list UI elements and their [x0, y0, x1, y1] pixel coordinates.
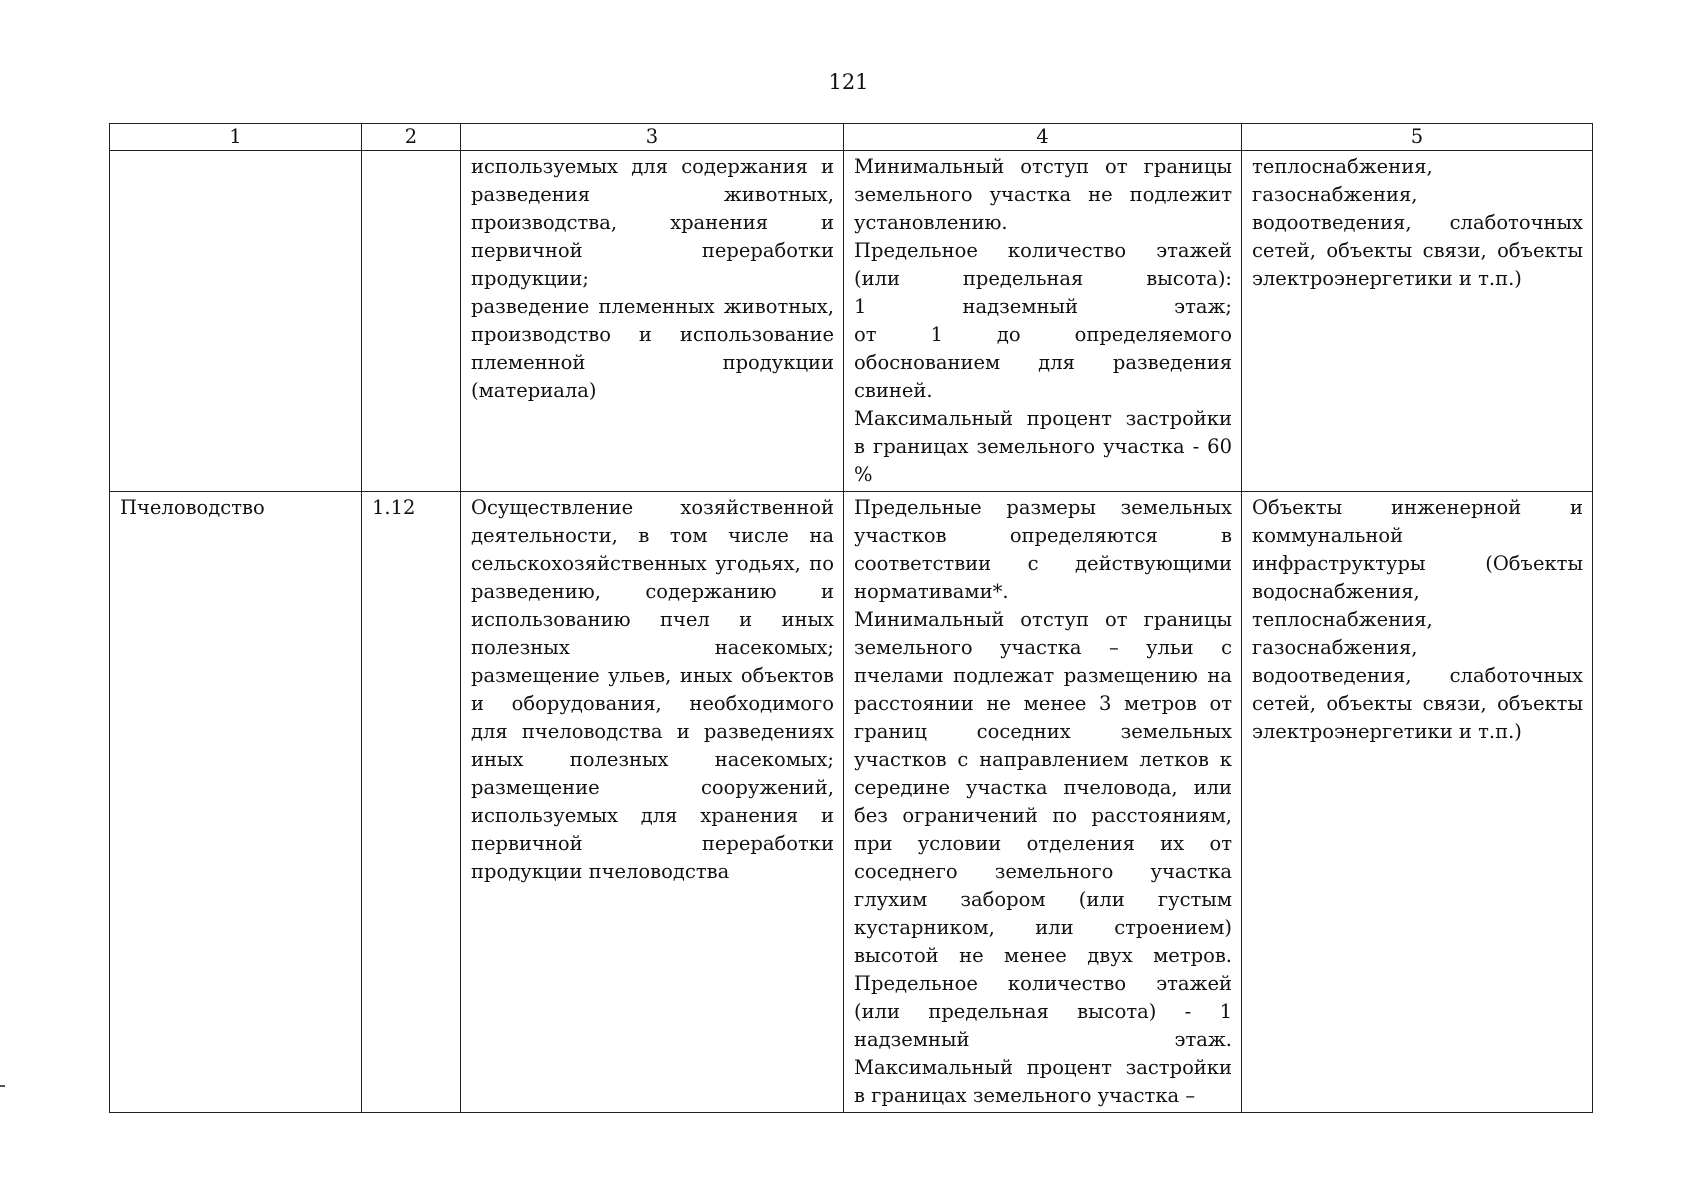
- parameters-cell: [844, 492, 1242, 1113]
- text-line: Осуществление хозяйственной: [471, 496, 834, 519]
- text-line: глухим забором (или густым: [854, 888, 1232, 911]
- text-line: Объекты инженерной и: [1252, 496, 1583, 519]
- use-description-cell: [461, 492, 844, 1113]
- text-line: установлению.: [854, 211, 1008, 234]
- text-line: размещение сооружений,: [471, 776, 834, 799]
- text-line: участков определяются в: [854, 524, 1232, 547]
- text-line: деятельности, в том числе на: [471, 524, 834, 547]
- text-line: без ограничений по расстояниям,: [854, 804, 1232, 827]
- text-line: высотой не менее двух метров.: [854, 944, 1232, 967]
- text-line: разведение племенных животных,: [471, 295, 834, 318]
- text-line: (материала): [471, 379, 597, 402]
- text-line: водоотведения, слаботочных: [1252, 664, 1583, 687]
- text-line: сетей, объекты связи, объекты: [1252, 239, 1583, 262]
- text-line: продукции пчеловодства: [471, 860, 730, 883]
- text-line: %: [854, 463, 873, 486]
- infrastructure-cell: [1242, 151, 1593, 492]
- text-line: производства, хранения и: [471, 211, 834, 234]
- text-line: газоснабжения,: [1252, 183, 1418, 206]
- text-line: теплоснабжения,: [1252, 155, 1433, 178]
- table-row: [110, 492, 1593, 1113]
- text-line: сельскохозяйственных угодьях, по: [471, 552, 834, 575]
- text-line: водоснабжения,: [1252, 580, 1420, 603]
- page-number: 121: [828, 70, 869, 94]
- text-line: участков с направлением летков к: [854, 748, 1232, 771]
- text-line: в границах земельного участка - 60: [854, 435, 1232, 458]
- text-line: в границах земельного участка –: [854, 1084, 1196, 1107]
- table-row: [110, 151, 1593, 492]
- use-name-cell: Пчеловодство: [110, 492, 362, 1113]
- use-code-cell: [362, 151, 461, 492]
- text-line: использованию пчел и иных: [471, 608, 834, 631]
- text-line: при условии отделения их от: [854, 832, 1232, 855]
- text-line: электроэнергетики и т.п.): [1252, 720, 1522, 743]
- use-description-cell: [461, 151, 844, 492]
- text-line: первичной переработки: [471, 239, 834, 262]
- text-line: размещение ульев, иных объектов: [471, 664, 834, 687]
- header-col-2: 2: [362, 124, 461, 151]
- text-line: инфраструктуры (Объекты: [1252, 552, 1583, 575]
- text-line: свиней.: [854, 379, 933, 402]
- text-line: полезных насекомых;: [471, 636, 834, 659]
- zoning-table: [109, 123, 1593, 1113]
- text-line: 1 надземный этаж;: [854, 295, 1232, 318]
- text-line: Предельные размеры земельных: [854, 496, 1232, 519]
- text-line: земельного участка не подлежит: [854, 183, 1232, 206]
- text-line: кустарником, или строением): [854, 916, 1232, 939]
- text-line: сетей, объекты связи, объекты: [1252, 692, 1583, 715]
- text-line: (или предельная высота):: [854, 267, 1232, 290]
- text-line: Максимальный процент застройки: [854, 407, 1232, 430]
- text-line: земельного участка – ульи с: [854, 636, 1232, 659]
- header-col-3: 3: [461, 124, 844, 151]
- text-line: иных полезных насекомых;: [471, 748, 834, 771]
- text-line: границ соседних земельных: [854, 720, 1232, 743]
- header-row: [110, 124, 1593, 151]
- text-line: для пчеловодства и разведениях: [471, 720, 834, 743]
- text-line: Максимальный процент застройки: [854, 1056, 1232, 1079]
- text-line: продукции;: [471, 267, 589, 290]
- text-line: коммунальной: [1252, 524, 1404, 547]
- parameters-cell: [844, 151, 1242, 492]
- text-line: Предельное количество этажей: [854, 239, 1232, 262]
- text-line: используемых для содержания и: [471, 155, 834, 178]
- header-col-5: 5: [1242, 124, 1593, 151]
- text-line: газоснабжения,: [1252, 636, 1418, 659]
- text-line: соответствии с действующими: [854, 552, 1232, 575]
- text-line: используемых для хранения и: [471, 804, 834, 827]
- text-line: водоотведения, слаботочных: [1252, 211, 1583, 234]
- scan-edge-mark: [0, 1085, 5, 1087]
- text-line: расстоянии не менее 3 метров от: [854, 692, 1232, 715]
- text-line: соседнего земельного участка: [854, 860, 1232, 883]
- infrastructure-cell: [1242, 492, 1593, 1113]
- text-line: электроэнергетики и т.п.): [1252, 267, 1522, 290]
- text-line: производство и использование: [471, 323, 834, 346]
- text-line: Предельное количество этажей: [854, 972, 1232, 995]
- text-line: разведения животных,: [471, 183, 834, 206]
- use-code-cell: 1.12: [362, 492, 461, 1113]
- text-line: Минимальный отступ от границы: [854, 608, 1232, 631]
- text-line: нормативами*.: [854, 580, 1009, 603]
- text-line: надземный этаж.: [854, 1028, 1232, 1051]
- header-col-1: 1: [110, 124, 362, 151]
- text-line: и оборудования, необходимого: [471, 692, 834, 715]
- use-name-cell: [110, 151, 362, 492]
- text-line: разведению, содержанию и: [471, 580, 834, 603]
- text-line: первичной переработки: [471, 832, 834, 855]
- text-line: от 1 до определяемого: [854, 323, 1232, 346]
- text-line: середине участка пчеловода, или: [854, 776, 1232, 799]
- text-line: пчелами подлежат размещению на: [854, 664, 1232, 687]
- text-line: теплоснабжения,: [1252, 608, 1433, 631]
- text-line: (или предельная высота) - 1: [854, 1000, 1232, 1023]
- header-col-4: 4: [844, 124, 1242, 151]
- text-line: Минимальный отступ от границы: [854, 155, 1232, 178]
- text-line: племенной продукции: [471, 351, 834, 374]
- text-line: обоснованием для разведения: [854, 351, 1232, 374]
